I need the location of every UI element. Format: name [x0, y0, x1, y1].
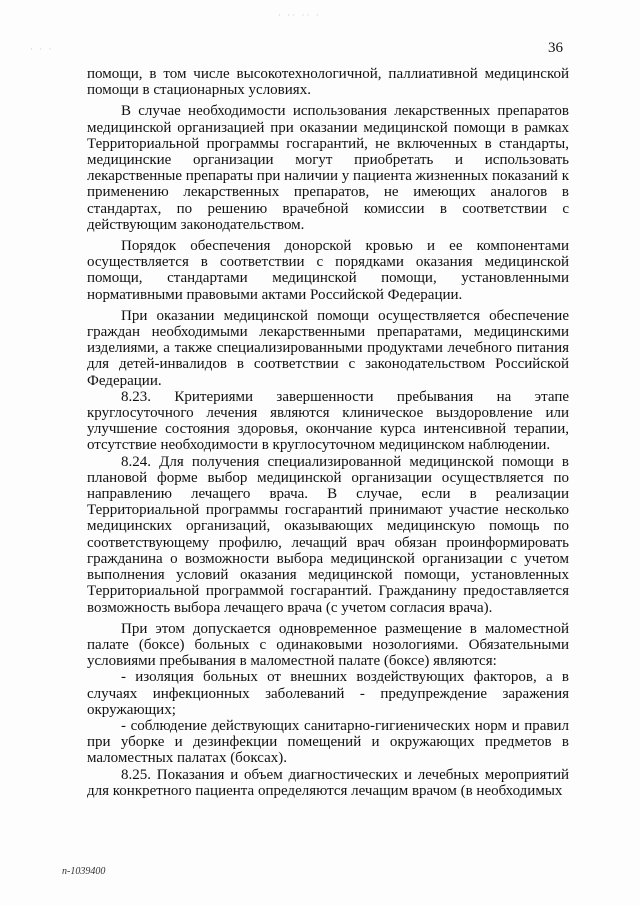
document-body: [87, 66, 569, 799]
paragraph-8-23: 8.23. Критериями завершенности пребывания на этапе круглосуточного лечения являются клиническое выздоровление или улучшение состояния здоровья, окончание курса интенсивной терапии, отсутствие необходимости в круглосуточном медицинском наблюдении.: [87, 388, 569, 454]
paragraph-8-24: 8.24. Для получения специализированной медицинской помощи в плановой форме выбор медицинской организации осуществляется по направлению лечащего врача. В случае, если в реализации Территориальной программы госгарантий принимают участие несколько медицинских организаций, оказывающих медицинскую помощь по соответствующему профилю, лечащий врач обязан проинформировать гражданина о возможности выбора медицинской организации с учетом выполнения условий оказания медицинской помощи, установленных Территориальной программой госгарантий. Гражданину предоставляется возможность выбора лечащего врача (с учетом согласия врача).: [87, 453, 569, 616]
paragraph-medication-provision: При оказании медицинской помощи осуществляется обеспечение граждан необходимыми лекарственными препаратами, медицинскими изделиями, а также специализированными продуктами лечебного питания для детей-инвалидов в соответствии с законодательством Российской Федерации.: [87, 307, 569, 389]
list-item-isolation: - изоляция больных от внешних воздействующих факторов, а в случаях инфекционных заболеваний - предупреждение заражения окружающих;: [87, 669, 569, 718]
paragraph-continuation: помощи, в том числе высокотехнологичной, паллиативной медицинской помощи в стационарных условиях.: [87, 66, 569, 99]
paragraph-small-ward: При этом допускается одновременное размещение в маломестной палате (боксе) больных с одинаковыми нозологиями. Обязательными условиями пребывания в маломестной палате (боксе) являются:: [87, 620, 569, 670]
scan-noise-mark: · · ·: [30, 44, 54, 54]
list-item-sanitary: - соблюдение действующих санитарно-гигиенических норм и правил при уборке и дезинфекции помещений и окружающих предметов в маломестных палатах (боксах).: [87, 717, 569, 767]
paragraph-medication-use: В случае необходимости использования лекарственных препаратов медицинской организацией при оказании медицинской помощи в рамках Территориальной программы госгарантий, не включенных в стандарты, медицинские организации могут приобретать и использовать лекарственные препараты при наличии у пациента жизненных показаний к применению лекарственных препаратов, не имеющих аналогов в стандартах, по решению врачебной комиссии в соответствии с действующим законодательством.: [87, 103, 569, 233]
paragraph-8-25: 8.25. Показания и объем диагностических и лечебных мероприятий для конкретного пациента определяются лечащим врачом (в необходимых: [87, 766, 569, 799]
footer-document-code: п-1039400: [62, 866, 106, 877]
page-number: 36: [548, 40, 563, 56]
scan-noise-mark: · ·· ·· ·: [278, 10, 321, 20]
paragraph-donor-blood: Порядок обеспечения донорской кровью и ее компонентами осуществляется в соответствии с порядками оказания медицинской помощи, стандартами медицинской помощи, установленными нормативными правовыми актами Российской Федерации.: [87, 238, 569, 303]
